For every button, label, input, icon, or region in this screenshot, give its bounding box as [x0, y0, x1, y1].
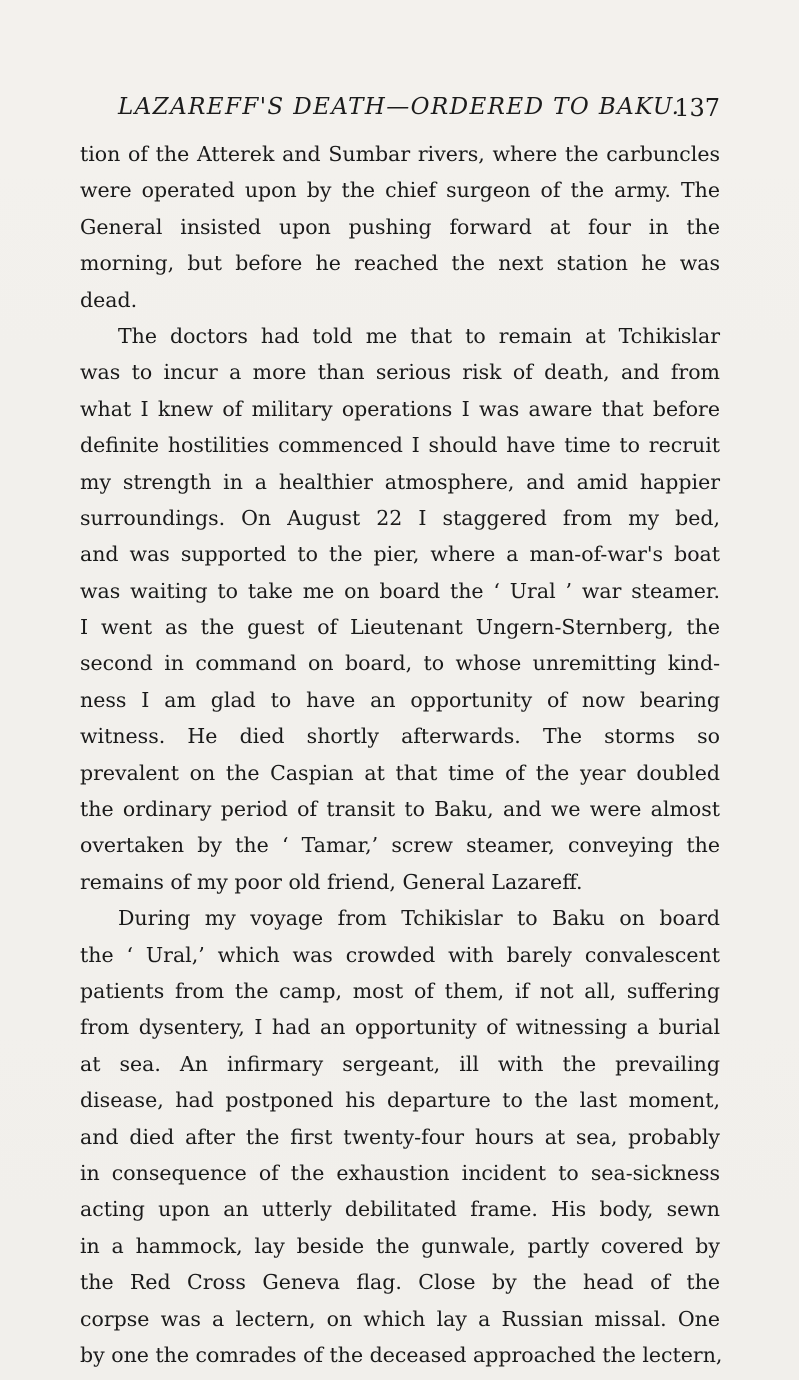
text-line: ness I am glad to have an opportunity of now bearing [80, 687, 720, 712]
text-line: and died after the first twenty-four hours at sea, probably [80, 1124, 720, 1149]
text-line: During my voyage from Tchikislar to Baku on board [118, 906, 720, 931]
text-line: my strength in a healthier atmosphere, and amid happier [80, 469, 720, 494]
text-line: patients from the camp, most of them, if not all, suffering [80, 978, 720, 1003]
text-line: at sea. An infirmary sergeant, ill with the prevailing [80, 1051, 720, 1076]
text-line: The doctors had told me that to remain at Tchikislar [118, 323, 720, 348]
text-line: by one the comrades of the deceased approached the lectern, [80, 1342, 723, 1367]
text-line: were operated upon by the chief surgeon of the army. The [80, 178, 720, 203]
text-line: the Red Cross Geneva flag. Close by the head of the [80, 1270, 720, 1295]
text-line: in a hammock, lay beside the gunwale, partly covered by [80, 1233, 720, 1258]
text-line: remains of my poor old friend, General Lazareff. [80, 869, 583, 894]
text-line: corpse was a lectern, on which lay a Russian missal. One [80, 1306, 720, 1331]
text-line: from dysentery, I had an opportunity of witnessing a burial [80, 1015, 720, 1040]
text-line: the ordinary period of transit to Baku, and we were almost [80, 797, 720, 822]
text-line: was to incur a more than serious risk of death, and from [80, 360, 720, 385]
text-line: in consequence of the exhaustion incident to sea-sickness [80, 1160, 720, 1185]
text-line: what I knew of military operations I was aware that before [80, 396, 720, 421]
text-line: acting upon an utterly debilitated frame. His body, sewn [80, 1197, 720, 1222]
text-line: prevalent on the Caspian at that time of the year doubled [80, 760, 720, 785]
text-line: definite hostilities commenced I should have time to recruit [80, 433, 720, 458]
text-line: tion of the Atterek and Sumbar rivers, where the carbuncles [80, 142, 720, 166]
text-line: was waiting to take me on board the ‘ Ural ’ war steamer. [80, 578, 720, 603]
text-line: surroundings. On August 22 I staggered from my bed, [80, 505, 720, 530]
text-line: second in command on board, to whose unremitting kind- [80, 651, 720, 676]
text-line: dead. [80, 287, 138, 312]
page-number: 137 [674, 94, 720, 122]
running-title: LAZAREFF'S DEATH—ORDERED TO BAKU. [118, 94, 681, 120]
text-line: the ‘ Ural,’ which was crowded with barely convalescent [80, 942, 720, 967]
text-line: I went as the guest of Lieutenant Ungern-Sternberg, the [80, 615, 720, 640]
text-line: disease, had postponed his departure to the last moment, [80, 1088, 720, 1113]
text-line: and was supported to the pier, where a man-of-war's boat [80, 542, 720, 567]
text-line: overtaken by the ‘ Tamar,’ screw steamer, conveying the [80, 833, 720, 858]
body-text [80, 136, 723, 1373]
text-line: witness. He died shortly afterwards. The storms so [80, 724, 720, 749]
text-line: morning, but before he reached the next station he was [80, 251, 720, 276]
text-line: General insisted upon pushing forward at four in the [80, 214, 720, 239]
running-head [80, 94, 720, 130]
